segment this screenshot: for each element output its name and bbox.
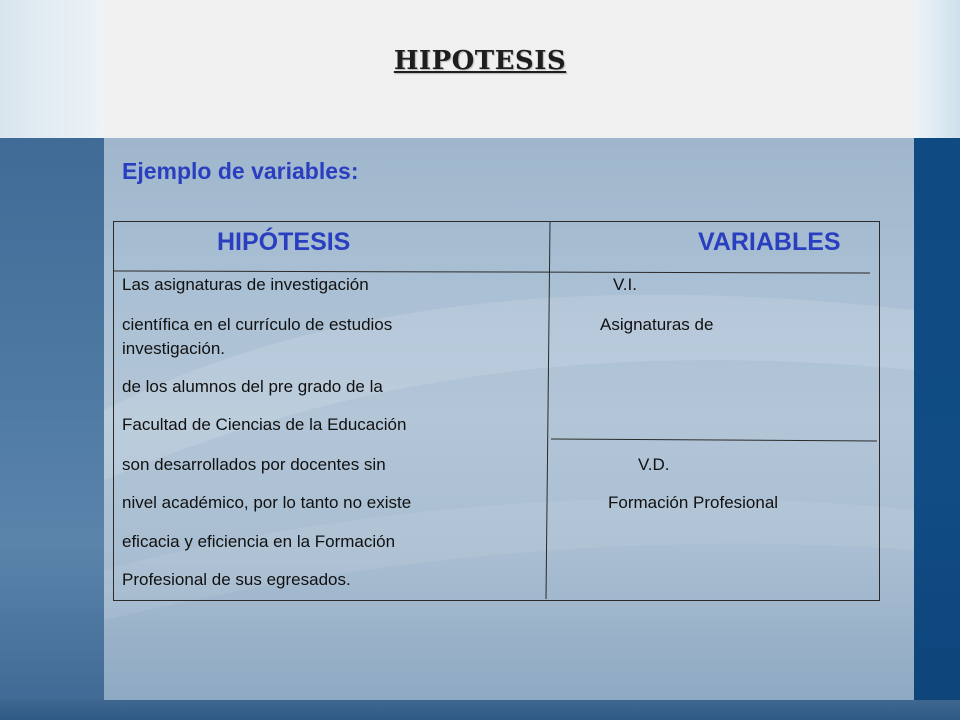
hypothesis-line: Profesional de sus egresados. xyxy=(122,570,351,589)
header-hypothesis: HIPÓTESIS xyxy=(217,228,351,256)
hypothesis-line: Las asignaturas de investigación xyxy=(122,275,369,294)
dependent-variable-value: Formación Profesional xyxy=(608,493,779,512)
background-left-band xyxy=(0,138,104,720)
slide-subtitle: Ejemplo de variables: xyxy=(122,158,359,184)
hypothesis-line: investigación. xyxy=(122,339,226,358)
hypothesis-line: eficacia y eficiencia en la Formación xyxy=(122,532,396,551)
independent-variable-label: V.I. xyxy=(613,275,637,294)
header-variables: VARIABLES xyxy=(698,228,841,256)
independent-variable-value: Asignaturas de xyxy=(600,315,714,334)
hypothesis-line: científica en el currículo de estudios xyxy=(122,315,393,334)
hypothesis-line: de los alumnos del pre grado de la xyxy=(122,377,383,396)
hypothesis-line: nivel académico, por lo tanto no existe xyxy=(122,493,412,512)
background-right-band xyxy=(914,138,960,720)
background-bottom-band xyxy=(0,700,960,720)
dependent-variable-label: V.D. xyxy=(638,455,670,474)
hypothesis-line: Facultad de Ciencias de la Educación xyxy=(122,415,407,434)
slide-title: HIPOTESIS xyxy=(393,46,567,76)
hypothesis-line: son desarrollados por docentes sin xyxy=(122,455,386,474)
